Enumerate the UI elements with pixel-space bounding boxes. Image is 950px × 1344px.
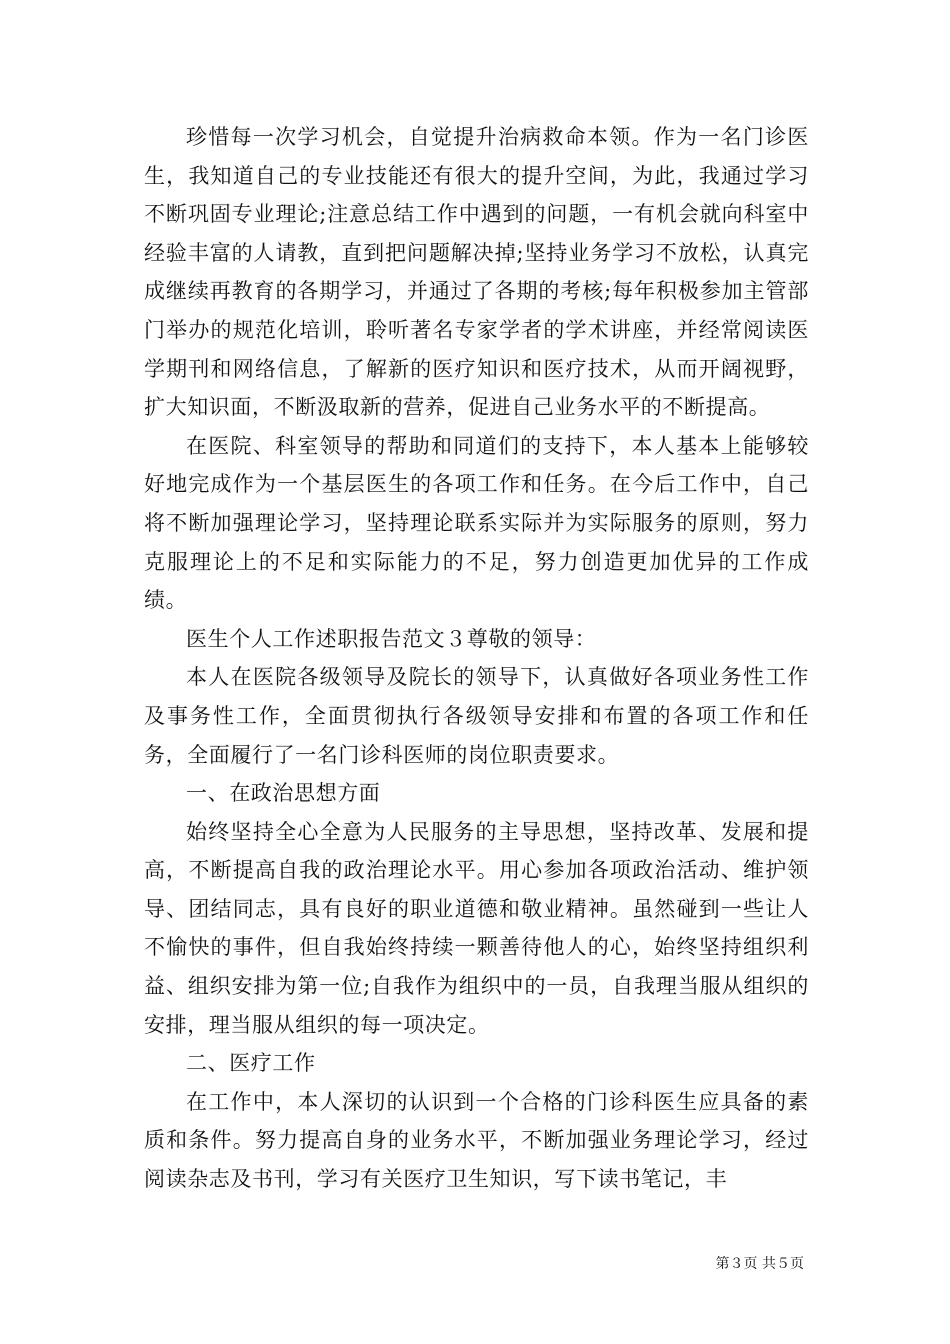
paragraph-study: 珍惜每一次学习机会，自觉提升治病救命本领。作为一名门诊医生，我知道自己的专业技能还有很大的提升空间，为此，我通过学习不断巩固专业理论;注意总结工作中遇到的问题，一有机会就向科室中经验丰富的人请教，直到把问题解决掉;坚持业务学习不放松，认真完成继续再教育的各期学习，并通过了各期的考核;每年积极参加主管部门举办的规范化培训，聆听著名专家学者的学术讲座，并经常阅读医学期刊和网络信息，了解新的医疗知识和医疗技术，从而开阔视野，扩大知识面，不断汲取新的营养，促进自己业务水平的不断提高。: [144, 125, 809, 420]
section-title-sample-3: 医生个人工作述职报告范文３尊敬的领导：: [186, 626, 597, 651]
heading-medical-work: 二、医疗工作: [186, 1051, 316, 1076]
page-number: 第３页 共５页: [715, 1256, 804, 1272]
paragraph-summary: 在医院、科室领导的帮助和同道们的支持下，本人基本上能够较好地完成作为一个基层医生的各项工作和任务。在今后工作中，自己将不断加强理论学习，坚持理论联系实际并为实际服务的原则，努力克服理论上的不足和实际能力的不足，努力创造更加优异的工作成绩。: [144, 433, 809, 613]
document-body: [144, 118, 809, 1199]
paragraph-medical-work: 在工作中，本人深切的认识到一个合格的门诊科医生应具备的素质和条件。努力提高自身的业务水平，不断加强业务理论学习，经过阅读杂志及书刊，学习有关医疗卫生知识，写下读书笔记，丰: [144, 1089, 809, 1192]
heading-politics: 一、在政治思想方面: [186, 781, 381, 806]
paragraph-intro: 本人在医院各级领导及院长的领导下，认真做好各项业务性工作及事务性工作，全面贯彻执行各级领导安排和布置的各项工作和任务，全面履行了一名门诊科医师的岗位职责要求。: [144, 665, 809, 767]
paragraph-politics: 始终坚持全心全意为人民服务的主导思想，坚持改革、发展和提高，不断提高自我的政治理论水平。用心参加各项政治活动、维护领导、团结同志，具有良好的职业道德和敬业精神。虽然碰到一些让人不愉快的事件，但自我始终持续一颗善待他人的心，始终坚持组织利益、组织安排为第一位;自我作为组织中的一员，自我理当服从组织的安排，理当服从组织的每一项决定。: [144, 819, 809, 1037]
